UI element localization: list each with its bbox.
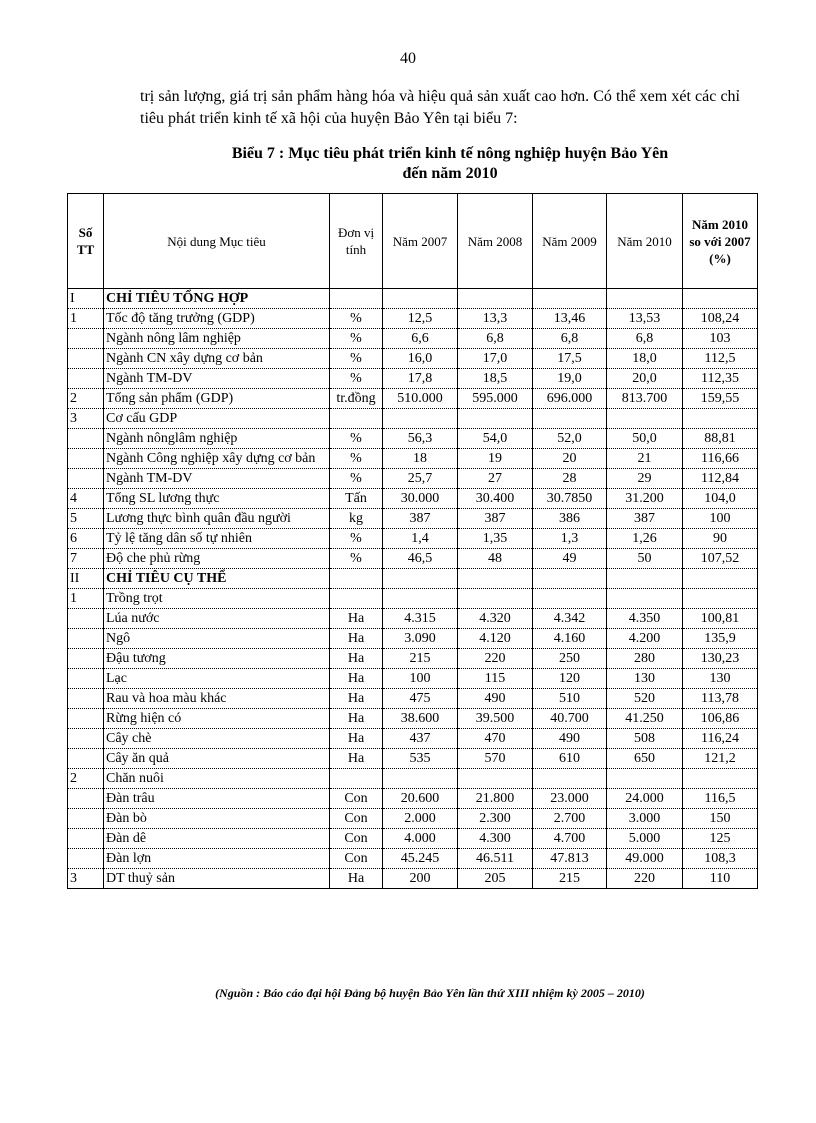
cell-stt <box>68 449 104 469</box>
cell-y2010 <box>607 409 683 429</box>
table-title-line-1: Biểu 7 : Mục tiêu phát triển kinh tế nông nghiệp huyện Bảo Yên <box>231 145 669 162</box>
cell-y2008: 17,0 <box>458 349 533 369</box>
cell-compare: 121,2 <box>683 749 758 769</box>
cell-y2008: 387 <box>458 509 533 529</box>
cell-y2009 <box>533 589 607 609</box>
cell-y2008: 54,0 <box>458 429 533 449</box>
cell-y2007 <box>383 769 458 789</box>
table-row <box>68 789 758 809</box>
cell-stt <box>68 689 104 709</box>
cell-y2007: 535 <box>383 749 458 769</box>
cell-unit: Ha <box>330 629 383 649</box>
cell-y2008: 490 <box>458 689 533 709</box>
cell-y2009: 20 <box>533 449 607 469</box>
cell-compare: 112,84 <box>683 469 758 489</box>
cell-unit: kg <box>330 509 383 529</box>
cell-y2008: 220 <box>458 649 533 669</box>
cell-y2008 <box>458 589 533 609</box>
cell-stt: 1 <box>68 309 104 329</box>
cell-y2009: 23.000 <box>533 789 607 809</box>
table-row <box>68 369 758 389</box>
cell-stt <box>68 829 104 849</box>
cell-y2009: 696.000 <box>533 389 607 409</box>
cell-compare: 130 <box>683 669 758 689</box>
cell-unit <box>330 409 383 429</box>
cell-stt: 4 <box>68 489 104 509</box>
cell-stt: 2 <box>68 769 104 789</box>
cell-y2009: 30.7850 <box>533 489 607 509</box>
cell-y2008: 18,5 <box>458 369 533 389</box>
cell-y2007: 38.600 <box>383 709 458 729</box>
cell-y2010: 220 <box>607 869 683 889</box>
cell-y2009: 4.700 <box>533 829 607 849</box>
table-row <box>68 469 758 489</box>
cell-y2007: 3.090 <box>383 629 458 649</box>
cell-y2010 <box>607 769 683 789</box>
cell-y2008: 21.800 <box>458 789 533 809</box>
cell-y2007: 20.600 <box>383 789 458 809</box>
cell-y2010: 520 <box>607 689 683 709</box>
cell-stt <box>68 789 104 809</box>
cell-unit: % <box>330 349 383 369</box>
cell-content: Rừng hiện có <box>104 709 330 729</box>
cell-y2010: 280 <box>607 649 683 669</box>
cell-y2008: 39.500 <box>458 709 533 729</box>
cell-stt: 3 <box>68 869 104 889</box>
cell-stt: 5 <box>68 509 104 529</box>
cell-y2007 <box>383 589 458 609</box>
cell-y2009 <box>533 769 607 789</box>
cell-content: Tổng SL lương thực <box>104 489 330 509</box>
cell-compare: 108,24 <box>683 309 758 329</box>
cell-y2007: 510.000 <box>383 389 458 409</box>
header-content: Nội dung Mục tiêu <box>104 194 330 289</box>
cell-content: Lúa nước <box>104 609 330 629</box>
cell-y2010: 29 <box>607 469 683 489</box>
cell-stt <box>68 649 104 669</box>
cell-unit <box>330 769 383 789</box>
cell-y2010: 21 <box>607 449 683 469</box>
cell-unit: % <box>330 469 383 489</box>
table-row <box>68 729 758 749</box>
cell-stt <box>68 709 104 729</box>
cell-compare: 106,86 <box>683 709 758 729</box>
cell-stt <box>68 669 104 689</box>
cell-y2009: 13,46 <box>533 309 607 329</box>
cell-stt <box>68 749 104 769</box>
cell-y2007: 387 <box>383 509 458 529</box>
cell-stt: 6 <box>68 529 104 549</box>
cell-content: Trồng trọt <box>104 589 330 609</box>
header-2009: Năm 2009 <box>533 194 607 289</box>
table-row <box>68 289 758 309</box>
cell-unit: Con <box>330 789 383 809</box>
header-unit: Đơn vị tính <box>330 194 383 289</box>
cell-y2010: 387 <box>607 509 683 529</box>
cell-y2010: 50 <box>607 549 683 569</box>
cell-unit: % <box>330 549 383 569</box>
cell-y2008 <box>458 289 533 309</box>
cell-y2007: 4.000 <box>383 829 458 849</box>
cell-y2008: 470 <box>458 729 533 749</box>
cell-unit <box>330 589 383 609</box>
cell-unit: tr.đồng <box>330 389 383 409</box>
cell-y2010: 813.700 <box>607 389 683 409</box>
cell-content: Ngành TM-DV <box>104 369 330 389</box>
cell-y2010: 3.000 <box>607 809 683 829</box>
cell-compare: 125 <box>683 829 758 849</box>
cell-y2008: 27 <box>458 469 533 489</box>
cell-y2008: 13,3 <box>458 309 533 329</box>
cell-y2009: 490 <box>533 729 607 749</box>
cell-stt <box>68 329 104 349</box>
cell-unit: % <box>330 429 383 449</box>
cell-y2008 <box>458 569 533 589</box>
cell-compare <box>683 409 758 429</box>
header-stt: Số TT <box>68 194 104 289</box>
table-row <box>68 389 758 409</box>
cell-y2008 <box>458 769 533 789</box>
table-row <box>68 349 758 369</box>
cell-y2009: 215 <box>533 869 607 889</box>
cell-content: Đàn bò <box>104 809 330 829</box>
cell-stt <box>68 609 104 629</box>
cell-compare: 104,0 <box>683 489 758 509</box>
cell-y2007: 25,7 <box>383 469 458 489</box>
table-row <box>68 529 758 549</box>
cell-y2008: 4.300 <box>458 829 533 849</box>
cell-compare <box>683 289 758 309</box>
cell-y2010 <box>607 289 683 309</box>
cell-content: Ngành nông lâm nghiệp <box>104 329 330 349</box>
cell-y2008: 570 <box>458 749 533 769</box>
cell-y2010: 1,26 <box>607 529 683 549</box>
cell-y2009: 510 <box>533 689 607 709</box>
cell-y2007: 475 <box>383 689 458 709</box>
table-row <box>68 629 758 649</box>
cell-y2010: 6,8 <box>607 329 683 349</box>
cell-y2007: 200 <box>383 869 458 889</box>
cell-stt <box>68 809 104 829</box>
cell-y2007: 18 <box>383 449 458 469</box>
cell-y2009: 4.160 <box>533 629 607 649</box>
cell-y2007: 100 <box>383 669 458 689</box>
cell-y2007: 215 <box>383 649 458 669</box>
cell-content: Rau và hoa màu khác <box>104 689 330 709</box>
table-row <box>68 749 758 769</box>
cell-compare: 135,9 <box>683 629 758 649</box>
cell-y2010: 41.250 <box>607 709 683 729</box>
cell-y2008: 6,8 <box>458 329 533 349</box>
cell-stt <box>68 849 104 869</box>
cell-unit: Ha <box>330 689 383 709</box>
cell-y2009: 250 <box>533 649 607 669</box>
cell-y2009: 19,0 <box>533 369 607 389</box>
cell-y2009 <box>533 569 607 589</box>
cell-unit <box>330 289 383 309</box>
table-row <box>68 489 758 509</box>
cell-y2009: 17,5 <box>533 349 607 369</box>
cell-compare: 100 <box>683 509 758 529</box>
cell-content: CHỈ TIÊU CỤ THỂ <box>104 569 330 589</box>
header-compare: Năm 2010 so với 2007 (%) <box>683 194 758 289</box>
cell-compare: 110 <box>683 869 758 889</box>
cell-y2009: 386 <box>533 509 607 529</box>
cell-compare: 107,52 <box>683 549 758 569</box>
cell-stt <box>68 469 104 489</box>
cell-y2010: 20,0 <box>607 369 683 389</box>
table-row <box>68 309 758 329</box>
cell-y2007: 6,6 <box>383 329 458 349</box>
cell-y2009: 40.700 <box>533 709 607 729</box>
cell-y2010: 18,0 <box>607 349 683 369</box>
cell-stt: 3 <box>68 409 104 429</box>
cell-unit: Con <box>330 809 383 829</box>
cell-compare: 130,23 <box>683 649 758 669</box>
cell-y2008 <box>458 409 533 429</box>
table-row <box>68 689 758 709</box>
cell-unit: Ha <box>330 729 383 749</box>
cell-y2010: 130 <box>607 669 683 689</box>
cell-y2007: 4.315 <box>383 609 458 629</box>
cell-content: Tổng sản phẩm (GDP) <box>104 389 330 409</box>
cell-y2008: 46.511 <box>458 849 533 869</box>
cell-y2007: 16,0 <box>383 349 458 369</box>
cell-compare: 116,24 <box>683 729 758 749</box>
cell-unit: % <box>330 329 383 349</box>
cell-compare: 90 <box>683 529 758 549</box>
cell-compare: 100,81 <box>683 609 758 629</box>
cell-content: DT thuỷ sản <box>104 869 330 889</box>
cell-y2007: 45.245 <box>383 849 458 869</box>
cell-content: Cơ cấu GDP <box>104 409 330 429</box>
cell-compare: 112,5 <box>683 349 758 369</box>
table-row <box>68 509 758 529</box>
cell-compare: 103 <box>683 329 758 349</box>
cell-compare: 150 <box>683 809 758 829</box>
cell-compare: 112,35 <box>683 369 758 389</box>
cell-compare: 108,3 <box>683 849 758 869</box>
cell-content: Đàn dê <box>104 829 330 849</box>
cell-y2010: 5.000 <box>607 829 683 849</box>
table-row <box>68 409 758 429</box>
cell-unit: Tấn <box>330 489 383 509</box>
cell-y2009: 4.342 <box>533 609 607 629</box>
table-row <box>68 809 758 829</box>
cell-unit: Ha <box>330 749 383 769</box>
cell-compare: 116,66 <box>683 449 758 469</box>
table-row <box>68 429 758 449</box>
cell-stt: II <box>68 569 104 589</box>
table-row <box>68 869 758 889</box>
cell-y2008: 4.320 <box>458 609 533 629</box>
cell-y2007: 437 <box>383 729 458 749</box>
cell-content: Ngành Công nghiệp xây dựng cơ bản <box>104 449 330 469</box>
cell-y2009: 49 <box>533 549 607 569</box>
page-number: 40 <box>400 50 416 67</box>
table-row <box>68 329 758 349</box>
header-2010: Năm 2010 <box>607 194 683 289</box>
cell-y2010: 650 <box>607 749 683 769</box>
table-body <box>68 289 758 889</box>
table-row <box>68 569 758 589</box>
cell-y2007: 17,8 <box>383 369 458 389</box>
cell-y2007: 46,5 <box>383 549 458 569</box>
cell-y2010 <box>607 589 683 609</box>
header-2007: Năm 2007 <box>383 194 458 289</box>
cell-content: Lương thực bình quân đầu người <box>104 509 330 529</box>
cell-y2008: 1,35 <box>458 529 533 549</box>
cell-content: Chăn nuôi <box>104 769 330 789</box>
cell-y2007 <box>383 569 458 589</box>
table-row <box>68 829 758 849</box>
intro-paragraph: trị sản lượng, giá trị sản phẩm hàng hóa và hiệu quả sản xuất cao hơn. Có thể xem xét các chỉ tiêu phát triển kinh tế xã hội của huyện Bảo Yên tại biểu 7: <box>140 88 740 127</box>
cell-unit: Ha <box>330 869 383 889</box>
cell-y2010: 24.000 <box>607 789 683 809</box>
cell-y2010: 4.350 <box>607 609 683 629</box>
cell-stt <box>68 729 104 749</box>
cell-unit: Con <box>330 849 383 869</box>
cell-y2007 <box>383 289 458 309</box>
targets-table <box>67 193 758 889</box>
cell-y2009: 47.813 <box>533 849 607 869</box>
cell-y2009: 6,8 <box>533 329 607 349</box>
cell-y2008: 595.000 <box>458 389 533 409</box>
cell-unit: % <box>330 529 383 549</box>
cell-y2008: 30.400 <box>458 489 533 509</box>
table-row <box>68 549 758 569</box>
cell-y2007: 2.000 <box>383 809 458 829</box>
cell-y2007: 1,4 <box>383 529 458 549</box>
table-row <box>68 769 758 789</box>
cell-y2007: 12,5 <box>383 309 458 329</box>
header-2008: Năm 2008 <box>458 194 533 289</box>
cell-y2010: 508 <box>607 729 683 749</box>
cell-y2008: 19 <box>458 449 533 469</box>
table-row <box>68 449 758 469</box>
cell-stt: I <box>68 289 104 309</box>
cell-y2009 <box>533 289 607 309</box>
cell-unit: % <box>330 369 383 389</box>
table-row <box>68 709 758 729</box>
cell-content: Đàn trâu <box>104 789 330 809</box>
cell-content: Lạc <box>104 669 330 689</box>
cell-content: Ngành nônglâm nghiệp <box>104 429 330 449</box>
cell-unit: Con <box>330 829 383 849</box>
cell-y2010: 49.000 <box>607 849 683 869</box>
cell-y2010: 50,0 <box>607 429 683 449</box>
cell-y2008: 115 <box>458 669 533 689</box>
cell-compare <box>683 569 758 589</box>
cell-content: Cây chè <box>104 729 330 749</box>
cell-y2009: 610 <box>533 749 607 769</box>
cell-y2010: 4.200 <box>607 629 683 649</box>
cell-content: CHỈ TIÊU TỔNG HỢP <box>104 289 330 309</box>
cell-stt <box>68 349 104 369</box>
cell-content: Đậu tương <box>104 649 330 669</box>
cell-y2009: 52,0 <box>533 429 607 449</box>
cell-y2010 <box>607 569 683 589</box>
cell-compare: 88,81 <box>683 429 758 449</box>
cell-content: Đàn lợn <box>104 849 330 869</box>
cell-compare <box>683 589 758 609</box>
cell-y2008: 2.300 <box>458 809 533 829</box>
cell-content: Ngành TM-DV <box>104 469 330 489</box>
cell-content: Ngành CN xây dựng cơ bản <box>104 349 330 369</box>
cell-y2008: 48 <box>458 549 533 569</box>
cell-y2010: 13,53 <box>607 309 683 329</box>
source-note: (Nguồn : Báo cáo đại hội Đảng bộ huyện Bảo Yên lần thứ XIII nhiệm kỳ 2005 – 2010) <box>215 986 645 1000</box>
table-row <box>68 609 758 629</box>
cell-y2008: 4.120 <box>458 629 533 649</box>
cell-unit: Ha <box>330 609 383 629</box>
cell-compare: 113,78 <box>683 689 758 709</box>
cell-stt <box>68 369 104 389</box>
cell-stt <box>68 429 104 449</box>
table-row <box>68 669 758 689</box>
cell-content: Tỷ lệ tăng dân số tự nhiên <box>104 529 330 549</box>
cell-y2009: 2.700 <box>533 809 607 829</box>
table-title <box>150 144 750 184</box>
cell-unit: Ha <box>330 649 383 669</box>
cell-unit: % <box>330 449 383 469</box>
cell-compare: 159,55 <box>683 389 758 409</box>
table-row <box>68 649 758 669</box>
cell-unit: % <box>330 309 383 329</box>
cell-unit <box>330 569 383 589</box>
cell-y2010: 31.200 <box>607 489 683 509</box>
cell-unit: Ha <box>330 709 383 729</box>
cell-y2008: 205 <box>458 869 533 889</box>
table-row <box>68 849 758 869</box>
cell-stt: 7 <box>68 549 104 569</box>
table-title-line-2: đến năm 2010 <box>402 165 498 182</box>
cell-compare: 116,5 <box>683 789 758 809</box>
cell-stt: 1 <box>68 589 104 609</box>
cell-y2009: 1,3 <box>533 529 607 549</box>
cell-content: Cây ăn quả <box>104 749 330 769</box>
cell-content: Tốc độ tăng trưởng (GDP) <box>104 309 330 329</box>
cell-compare <box>683 769 758 789</box>
cell-y2009: 28 <box>533 469 607 489</box>
cell-y2007: 56,3 <box>383 429 458 449</box>
cell-stt <box>68 629 104 649</box>
cell-content: Ngô <box>104 629 330 649</box>
table-row <box>68 589 758 609</box>
cell-y2007 <box>383 409 458 429</box>
cell-stt: 2 <box>68 389 104 409</box>
cell-y2009: 120 <box>533 669 607 689</box>
cell-unit: Ha <box>330 669 383 689</box>
cell-content: Độ che phủ rừng <box>104 549 330 569</box>
cell-y2009 <box>533 409 607 429</box>
cell-y2007: 30.000 <box>383 489 458 509</box>
